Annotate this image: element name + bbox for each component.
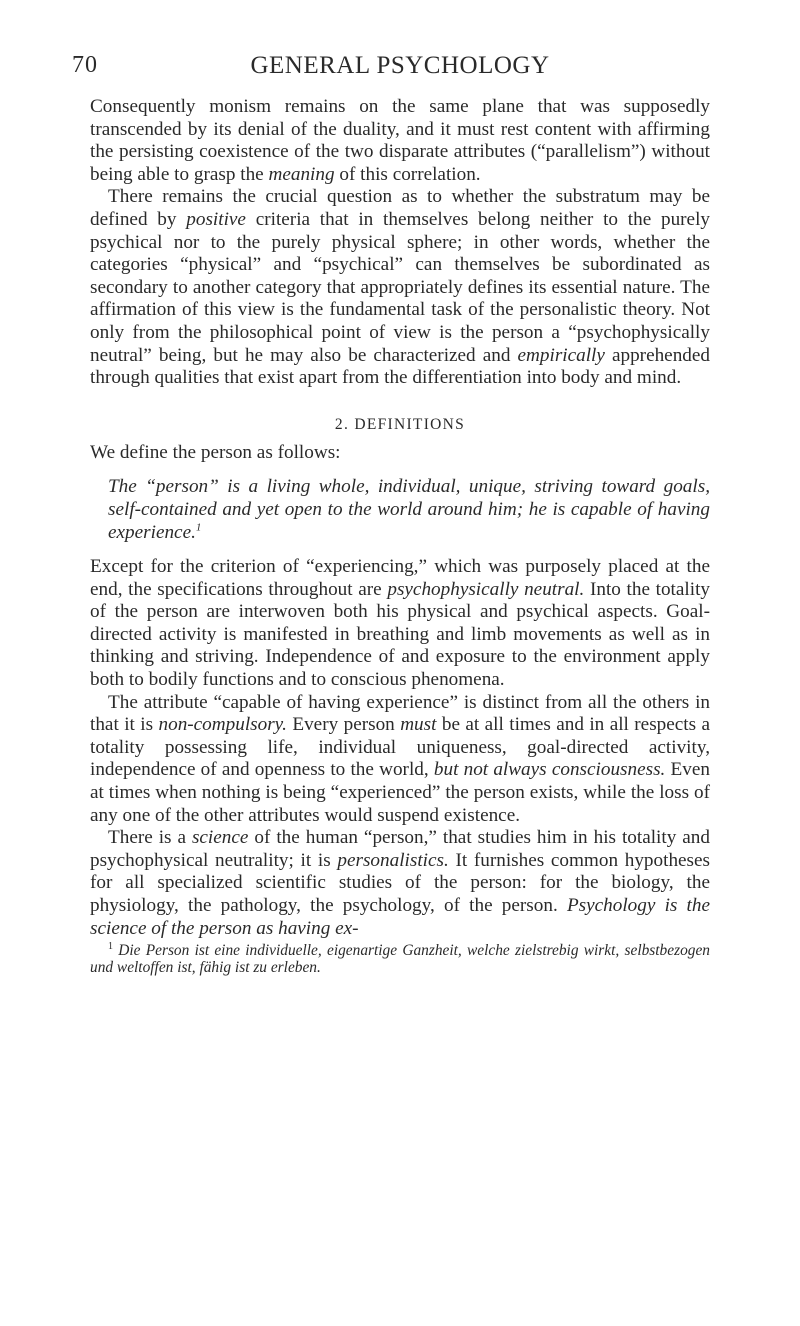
paragraph-neutral: Except for the criterion of “experiencing,” which was purposely placed at the end, the specifications throughout are psychophysically neutral. Into the totality of the person are interwoven both his physical and psychical aspects. Goal-directed activity is manifested in breathing and limb movements as well as in thinking and striving. Independence of and exposure to the environment apply both to bodily functions and to conscious phenomena. xyxy=(90,556,710,691)
definition-intro: We define the person as follows: xyxy=(90,441,341,463)
running-head: GENERAL PSYCHOLOGY xyxy=(250,52,550,79)
section-heading: 2. DEFINITIONS xyxy=(334,415,466,433)
paragraph-personalistics: There is a science of the human “person,” that studies him in his totality and psychophysical neutrality; it is personalistics. It furnishes common hypotheses for all specialized scientific studies of the person: for the biology, the physiology, the pathology, the psychology, of the person. Psychology is the science of the person as having ex- xyxy=(90,827,711,939)
definition-text: The “person” is a living whole, individual, unique, striving toward goals, self-contained and yet open to the world around him; he is capable of having experience.$^1$ xyxy=(108,476,710,543)
footnote xyxy=(90,942,710,976)
paragraph-monism: Consequently monism remains on the same plane that was supposedly transcended by its denial of the duality, and it must rest content with affirming the persisting coexistence of the two disparate attributes (“parallelism”) without being able to grasp the meaning of this correlation. xyxy=(90,96,710,185)
footnote-reference: 1 xyxy=(195,521,202,534)
paragraph-substratum: There remains the crucial question as to whether the substratum may be defined by positive criteria that in themselves belong neither to the purely psychical nor to the purely physical sphere; in other words, whether the categories “physical” and “psychical” can themselves be subordinated as secondary to another category that appropriately defines its essential nature. The affirmation of this view is the fundamental task of the personalistic theory. Not only from the philosophical point of view is the person a “psychophysically neutral” being, but he may also be characterized and empirically apprehended through qualities that exist apart from the differentiation into body and mind. xyxy=(90,186,710,389)
page-header xyxy=(72,52,710,86)
footnote-text: Die Person ist eine individuelle, eigenartige Ganzheit, welche zielstrebig wirkt, selbstbezogen und weltoffen ist, fähig ist zu erleben. xyxy=(90,942,710,977)
footnote-mark: 1 xyxy=(108,941,113,953)
page-number: 70 xyxy=(72,52,98,78)
book-page xyxy=(72,52,711,977)
paragraph-experience: The attribute “capable of having experience” is distinct from all the others in that it is non-compulsory. Every person must be at all times and in all respects a totality possessing life, individual uniqueness, goal-directed activity, independence of and openness to the world, but not always consciousness. Even at times when nothing is being “experienced” the person exists, while the loss of any one of the other attributes would suspend existence. xyxy=(90,691,711,826)
